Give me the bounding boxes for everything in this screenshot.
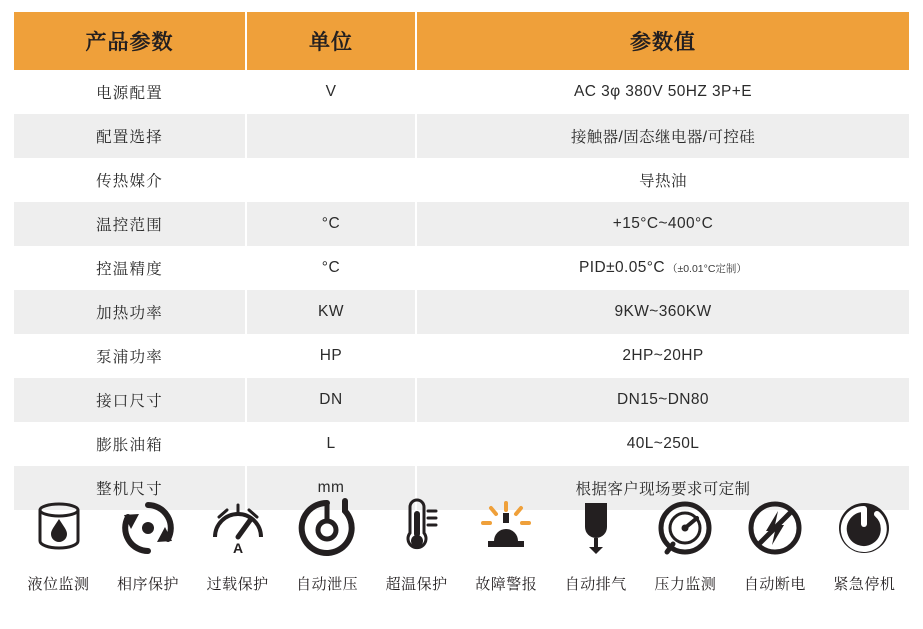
table-row <box>14 246 909 290</box>
cell-unit: DN <box>246 378 416 422</box>
cell-value: 导热油 <box>416 158 909 202</box>
overload-gauge-icon <box>207 489 269 567</box>
value-text: PID±0.05°C <box>579 259 665 276</box>
cell-unit: HP <box>246 334 416 378</box>
feature-item <box>551 489 640 594</box>
cell-parameter: 温控范围 <box>14 202 246 246</box>
table-row <box>14 158 909 202</box>
cell-unit: KW <box>246 290 416 334</box>
cell-unit: °C <box>246 246 416 290</box>
cell-unit <box>246 158 416 202</box>
feature-label: 故障警报 <box>475 576 538 593</box>
pressure-gauge-icon <box>654 489 716 567</box>
phase-sequence-icon <box>117 489 179 567</box>
table-row <box>14 290 909 334</box>
liquid-level-icon <box>28 489 90 567</box>
cell-value <box>416 246 909 290</box>
cell-unit: °C <box>246 202 416 246</box>
table-row <box>14 422 909 466</box>
feature-label: 液位监测 <box>27 576 90 593</box>
feature-item <box>14 489 103 594</box>
value-note: （±0.01°C定制） <box>666 263 747 275</box>
emergency-stop-icon <box>833 489 895 567</box>
feature-item <box>193 489 282 594</box>
cell-unit: mm <box>246 466 416 510</box>
feature-item <box>730 489 819 594</box>
power-cut-icon <box>744 489 806 567</box>
auto-exhaust-icon <box>565 489 627 567</box>
header-cell-unit: 单位 <box>246 12 416 70</box>
cell-parameter: 配置选择 <box>14 114 246 158</box>
thermometer-icon <box>386 489 448 567</box>
cell-value: +15°C~400°C <box>416 202 909 246</box>
table-header-row <box>14 12 909 70</box>
feature-label: 过载保护 <box>206 576 269 593</box>
feature-icon-strip <box>14 489 909 594</box>
cell-parameter: 控温精度 <box>14 246 246 290</box>
cell-value: DN15~DN80 <box>416 378 909 422</box>
table-row <box>14 70 909 114</box>
feature-label: 超温保护 <box>385 576 448 593</box>
feature-label: 压力监测 <box>654 576 717 593</box>
feature-label: 紧急停机 <box>833 576 896 593</box>
cell-parameter: 整机尺寸 <box>14 466 246 510</box>
feature-item <box>641 489 730 594</box>
cell-value: AC 3φ 380V 50HZ 3P+E <box>416 70 909 114</box>
cell-parameter: 加热功率 <box>14 290 246 334</box>
cell-value: 9KW~360KW <box>416 290 909 334</box>
cell-unit: L <box>246 422 416 466</box>
specification-table <box>14 12 909 510</box>
svg-text:A: A <box>232 540 243 556</box>
auto-relief-icon <box>296 489 358 567</box>
cell-unit <box>246 114 416 158</box>
cell-parameter: 传热媒介 <box>14 158 246 202</box>
table-row <box>14 334 909 378</box>
feature-item <box>820 489 909 594</box>
cell-parameter: 泵浦功率 <box>14 334 246 378</box>
cell-parameter: 电源配置 <box>14 70 246 114</box>
cell-parameter: 接口尺寸 <box>14 378 246 422</box>
cell-value: 接触器/固态继电器/可控硅 <box>416 114 909 158</box>
cell-value: 2HP~20HP <box>416 334 909 378</box>
header-cell-value: 参数值 <box>416 12 909 70</box>
feature-label: 自动排气 <box>564 576 627 593</box>
table-row <box>14 378 909 422</box>
feature-label: 自动断电 <box>743 576 806 593</box>
header-cell-parameter: 产品参数 <box>14 12 246 70</box>
cell-parameter: 膨胀油箱 <box>14 422 246 466</box>
cell-unit: V <box>246 70 416 114</box>
feature-label: 相序保护 <box>117 576 180 593</box>
feature-label: 自动泄压 <box>296 576 359 593</box>
table-row <box>14 202 909 246</box>
cell-value: 40L~250L <box>416 422 909 466</box>
cell-value: 根据客户现场要求可定制 <box>416 466 909 510</box>
feature-item <box>462 489 551 594</box>
feature-item <box>104 489 193 594</box>
alarm-lamp-icon <box>475 489 537 567</box>
feature-item <box>283 489 372 594</box>
table-row <box>14 114 909 158</box>
feature-item <box>372 489 461 594</box>
